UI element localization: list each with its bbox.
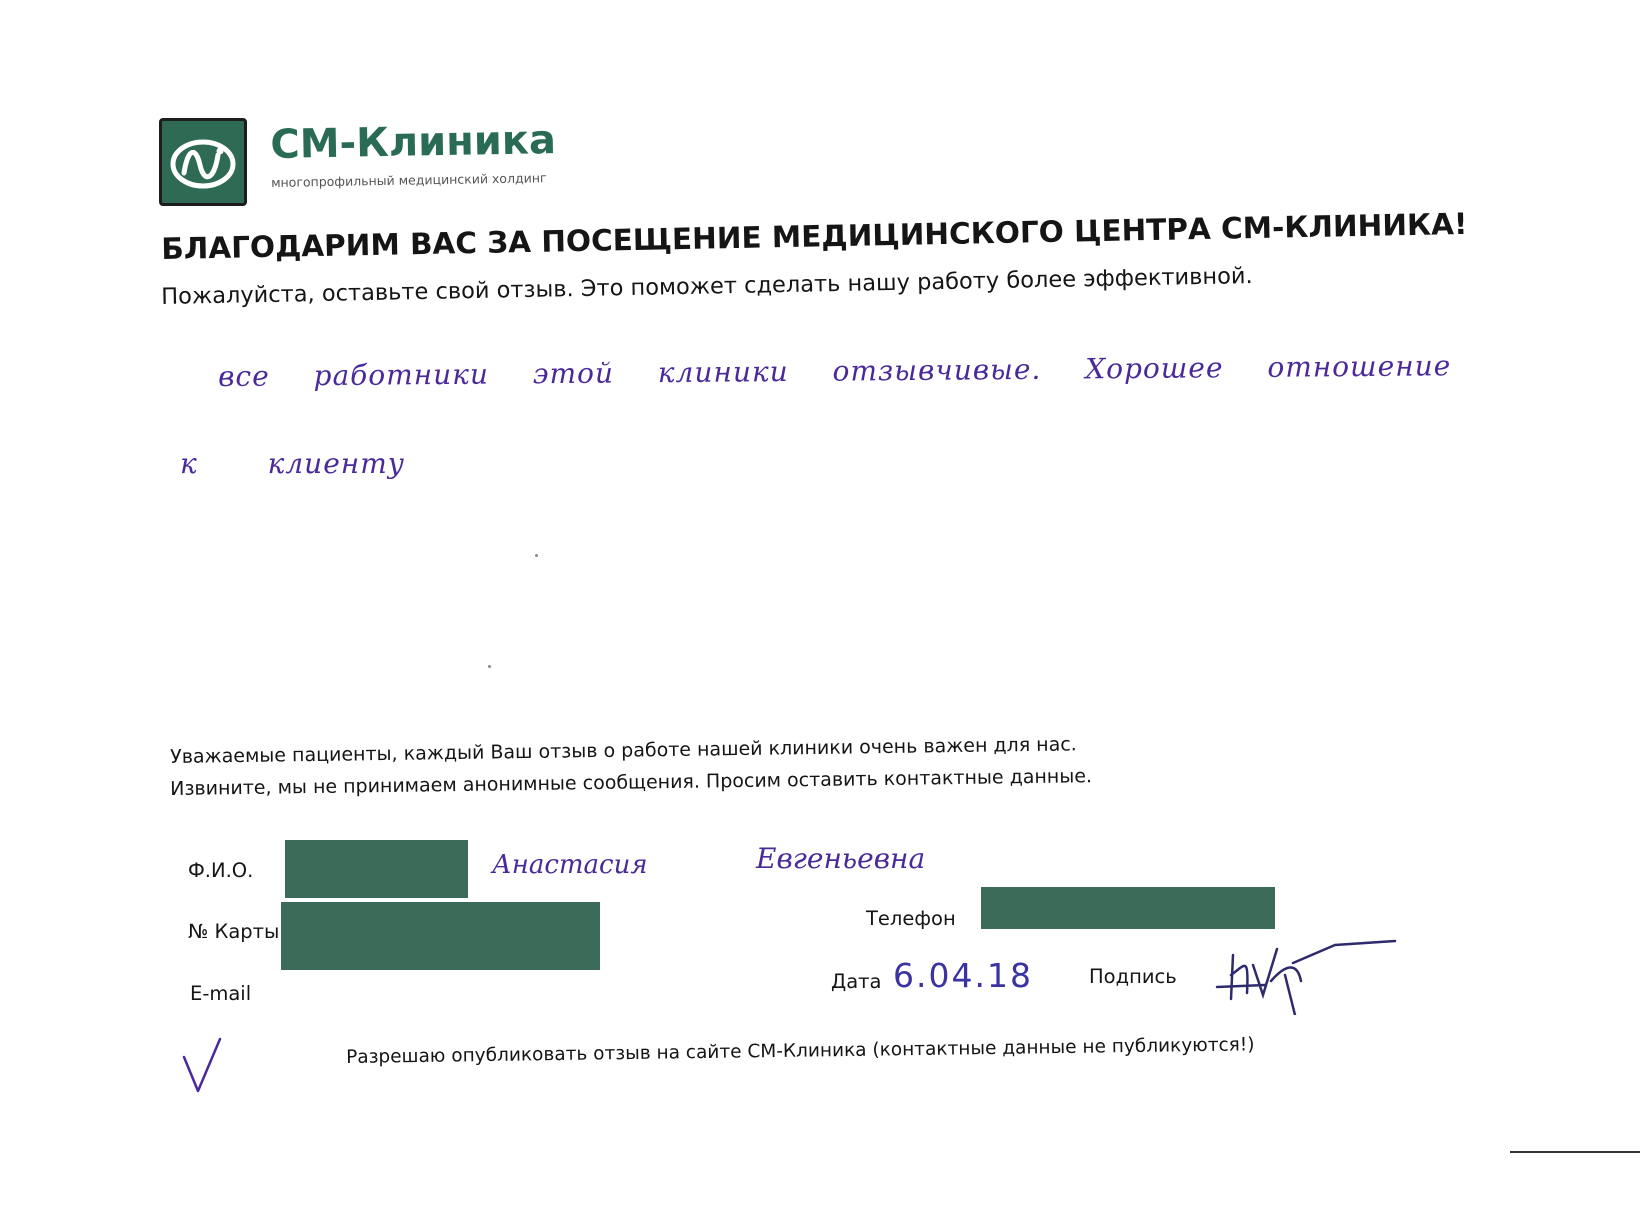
brand-tagline: многопрофильный медицинский холдинг: [271, 170, 547, 190]
page-title: БЛАГОДАРИМ ВАС ЗА ПОСЕЩЕНИЕ МЕДИЦИНСКОГО ЦЕНТРА СМ-КЛИНИКА!: [161, 206, 1468, 266]
date-value: 6.04.18: [893, 956, 1033, 995]
fio-first-name: Анастасия: [492, 850, 648, 880]
card-label: № Карты: [188, 920, 280, 943]
phone-redaction: [981, 887, 1275, 929]
email-label: E-mail: [190, 982, 252, 1005]
phone-label: Телефон: [866, 907, 956, 930]
review-text-line-1: все работники этой клиники отзывчивые. Хорошее отношение: [218, 349, 1452, 393]
fio-label: Ф.И.О.: [188, 859, 254, 882]
scan-edge-line: [1510, 1151, 1640, 1153]
fio-patronymic: Евгеньевна: [756, 842, 926, 875]
clinic-logo-icon: [159, 118, 247, 206]
notice-line-1: Уважаемые пациенты, каждый Ваш отзыв о работе нашей клиники очень важен для нас.: [170, 733, 1077, 768]
fio-surname-redaction: [285, 840, 468, 898]
date-label: Дата: [831, 970, 882, 993]
brand-name: СМ-Клиника: [270, 117, 557, 168]
signature-scribble: [1205, 935, 1405, 1015]
consent-checkmark-icon[interactable]: [180, 1035, 230, 1095]
consent-text: Разрешаю опубликовать отзыв на сайте СМ-Клиника (контактные данные не публикуются!): [346, 1034, 1255, 1068]
review-text-line-2: к клиенту: [180, 447, 406, 480]
signature-label: Подпись: [1089, 965, 1177, 988]
scan-speck: [488, 665, 491, 668]
notice-line-2: Извините, мы не принимаем анонимные сообщения. Просим оставить контактные данные.: [170, 765, 1093, 800]
page-subtitle: Пожалуйста, оставьте свой отзыв. Это поможет сделать нашу работу более эффективной.: [161, 263, 1253, 310]
scan-speck: [535, 554, 538, 557]
card-number-redaction: [281, 902, 600, 970]
